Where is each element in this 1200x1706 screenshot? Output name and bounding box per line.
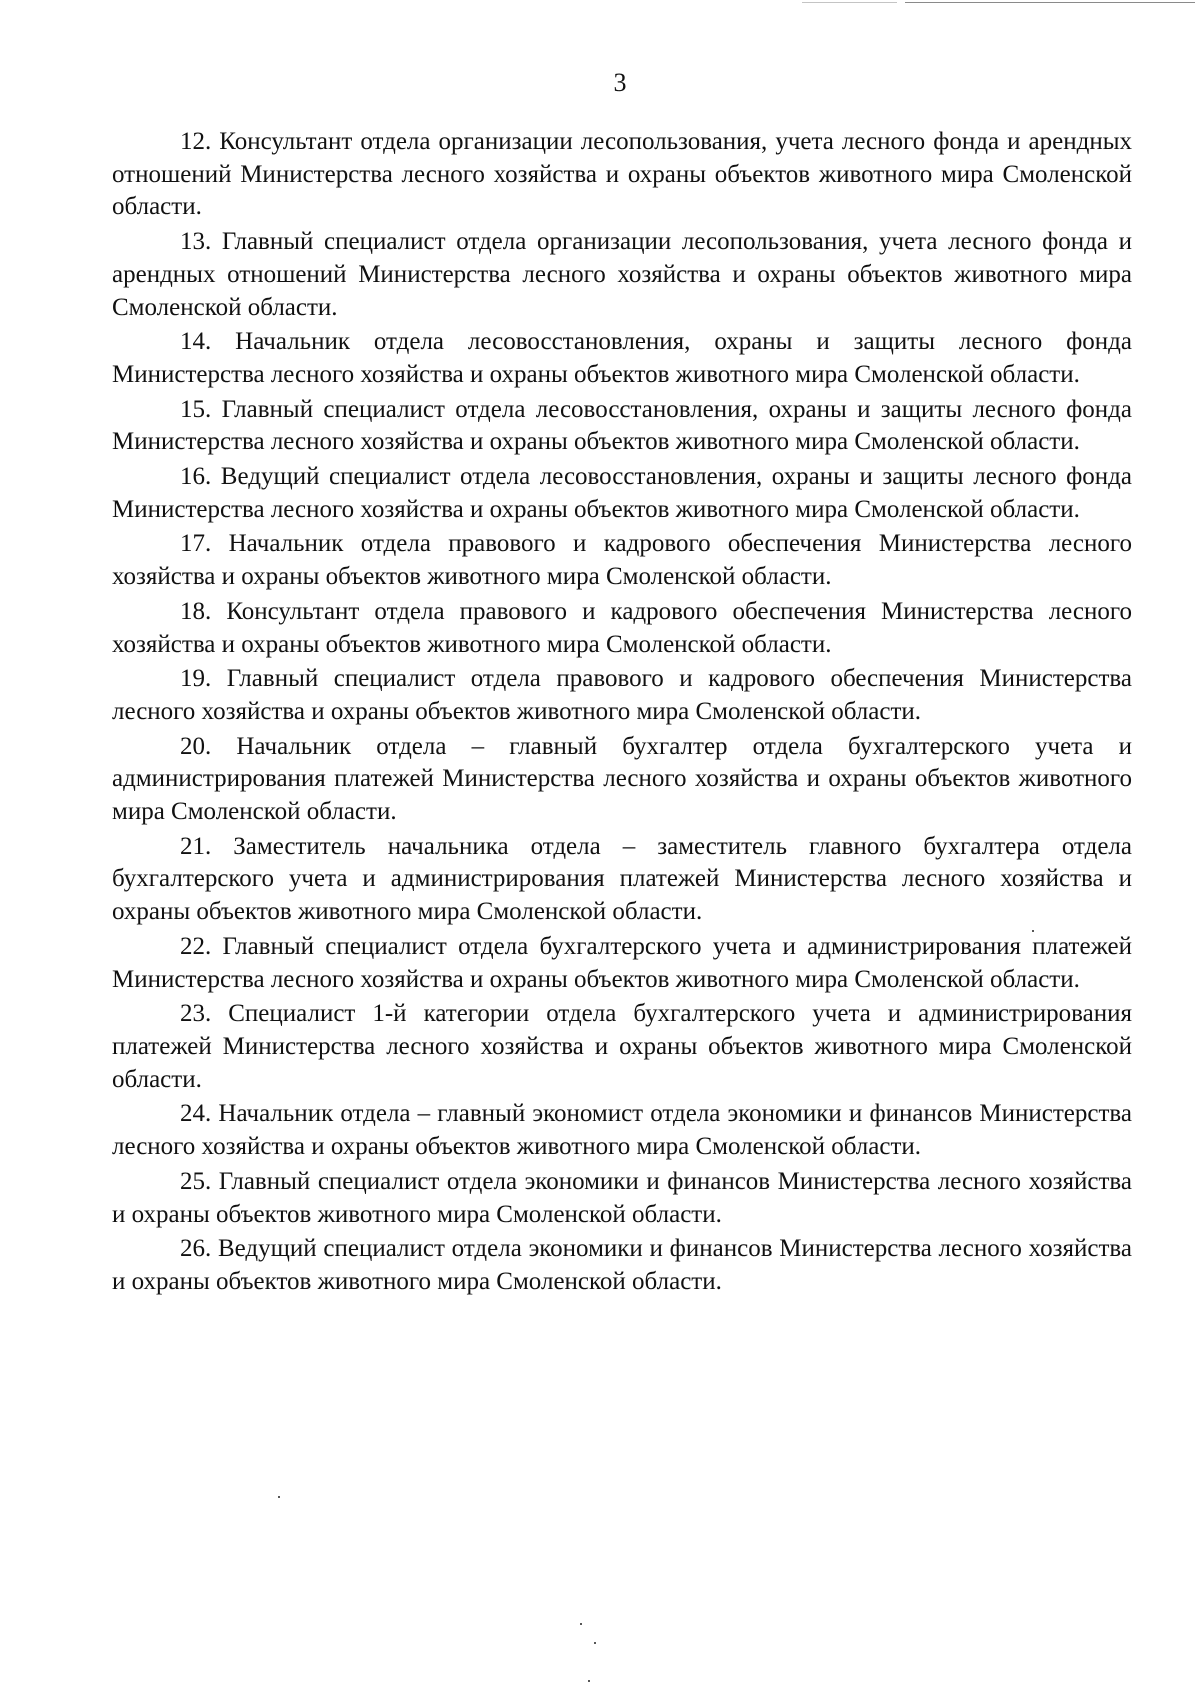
scan-speck — [580, 1623, 582, 1625]
scan-edge-line — [802, 2, 897, 3]
list-item: 15. Главный специалист отдела лесовосстановления, охраны и защиты лесного фонда Министерства лесного хозяйства и охраны объектов животного мира Смоленской области. — [112, 395, 1132, 456]
list-item: 17. Начальник отдела правового и кадрового обеспечения Министерства лесного хозяйства и охраны объектов животного мира Смоленской области. — [112, 530, 1132, 591]
list-item: 23. Специалист 1-й категории отдела бухгалтерского учета и администрирования платежей Министерства лесного хозяйства и охраны объектов животного мира Смоленской области. — [112, 1000, 1132, 1093]
list-item: 24. Начальник отдела – главный экономист отдела экономики и финансов Министерства лесного хозяйства и охраны объектов животного мира Смоленской области. — [112, 1100, 1132, 1161]
list-item: 14. Начальник отдела лесовосстановления, охраны и защиты лесного фонда Министерства лесного хозяйства и охраны объектов животного мира Смоленской области. — [112, 328, 1132, 388]
list-item: 13. Главный специалист отдела организации лесопользования, учета лесного фонда и арендных отношений Министерства лесного хозяйства и охраны объектов животного мира Смоленской области. — [112, 228, 1132, 321]
list-item: 19. Главный специалист отдела правового и кадрового обеспечения Министерства лесного хозяйства и охраны объектов животного мира Смоленской области. — [112, 665, 1132, 725]
list-item: 21. Заместитель начальника отдела – заместитель главного бухгалтера отдела бухгалтерского учета и администрирования платежей Министерства лесного хозяйства и охраны объектов животного мира Смоленской области. — [112, 832, 1132, 926]
list-item: 16. Ведущий специалист отдела лесовосстановления, охраны и защиты лесного фонда Министерства лесного хозяйства и охраны объектов животного мира Смоленской области. — [112, 463, 1132, 523]
scan-speck — [1032, 930, 1034, 932]
scan-speck — [588, 1680, 590, 1682]
list-item: 20. Начальник отдела – главный бухгалтер отдела бухгалтерского учета и администрирования платежей Министерства лесного хозяйства и охраны объектов животного мира Смоленской области. — [112, 732, 1132, 826]
scan-speck — [594, 1642, 596, 1644]
list-item: 12. Консультант отдела организации лесопользования, учета лесного фонда и арендных отношений Министерства лесного хозяйства и охраны объектов животного мира Смоленской области. — [112, 128, 1132, 221]
page-number: 3 — [613, 68, 627, 97]
list-item: 22. Главный специалист отдела бухгалтерского учета и администрирования платежей Министерства лесного хозяйства и охраны объектов животного мира Смоленской области. — [112, 932, 1132, 993]
list-item: 18. Консультант отдела правового и кадрового обеспечения Министерства лесного хозяйства и охраны объектов животного мира Смоленской области. — [112, 597, 1132, 658]
list-item: 25. Главный специалист отдела экономики и финансов Министерства лесного хозяйства и охраны объектов животного мира Смоленской области. — [112, 1167, 1132, 1228]
scan-speck — [278, 1496, 280, 1498]
list-item: 26. Ведущий специалист отдела экономики и финансов Министерства лесного хозяйства и охраны объектов животного мира Смоленской области. — [112, 1235, 1132, 1295]
item-list — [112, 126, 1132, 1301]
scan-edge-line — [905, 2, 1195, 3]
